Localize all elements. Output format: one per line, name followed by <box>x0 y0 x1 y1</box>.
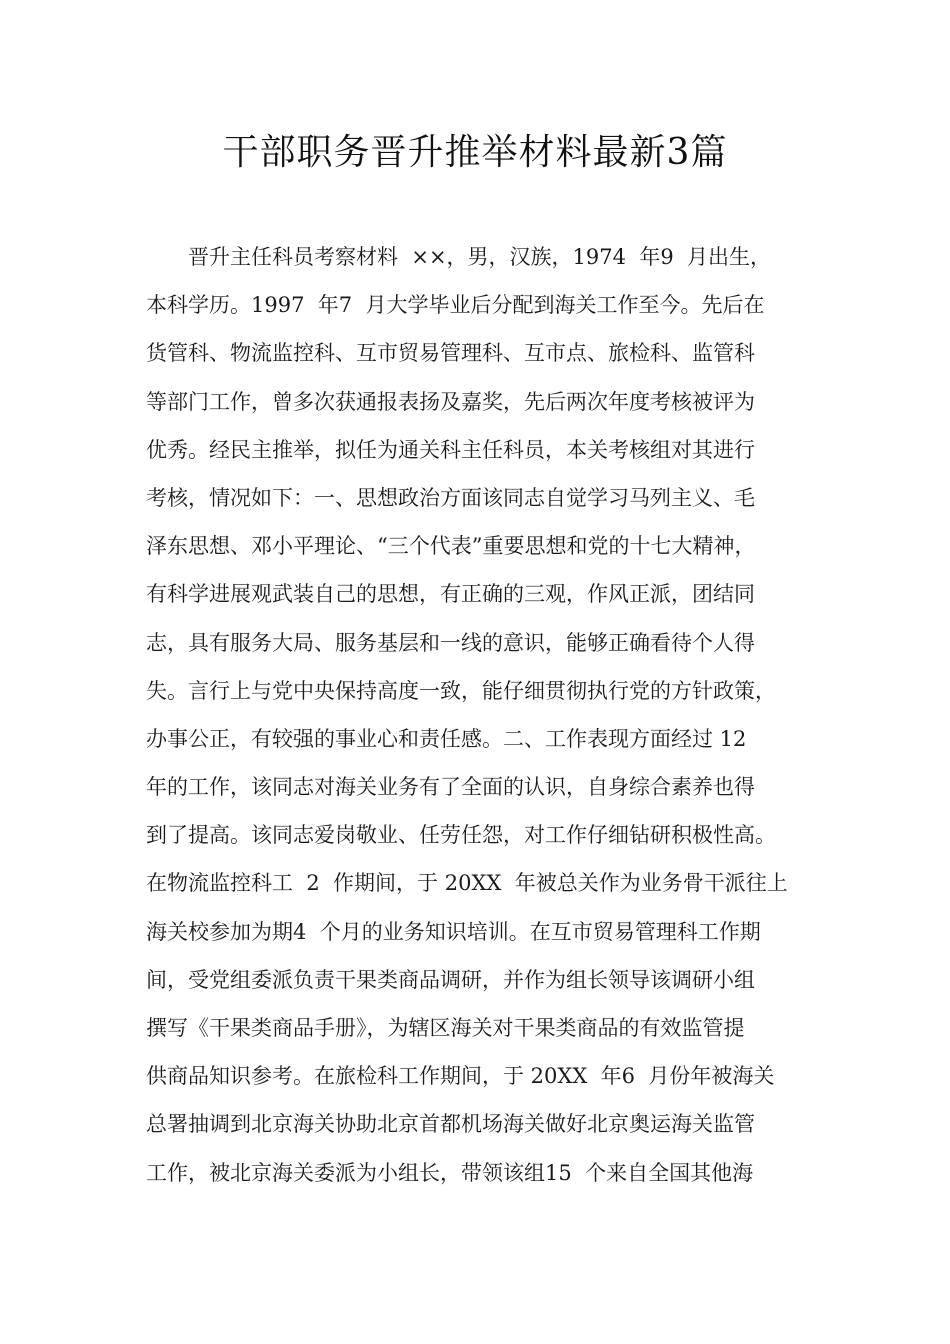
body-line: 海关校参加为期4 个月的业务知识培训。在互市贸易管理科工作期 <box>146 919 761 944</box>
body-line: 晋升主任科员考察材料 ××，男，汉族，1974 年9 月出生， <box>188 245 772 269</box>
body-line: 优秀。经民主推举，拟任为通关科主任科员，本关考核组对其进行 <box>146 437 755 462</box>
body-line: 在物流监控科工 2 作期间，于 20XX 年被总关作为业务骨干派往上 <box>146 871 788 896</box>
body-line: 总署抽调到北京海关协助北京首都机场海关做好北京奥运海关监管 <box>146 1112 755 1137</box>
body-line: 有科学进展观武装自己的思想，有正确的三观，作风正派，团结同 <box>146 582 755 607</box>
body-line: 年的工作，该同志对海关业务有了全面的认识，自身综合素养也得 <box>146 775 755 800</box>
document-body <box>146 233 826 1197</box>
body-line: 到了提高。该同志爱岗敬业、任劳任怨，对工作仔细钻研积极性高。 <box>146 823 776 848</box>
body-line: 办事公正，有较强的事业心和责任感。二、工作表现方面经过 12 <box>146 726 747 751</box>
body-line: 间，受党组委派负责干果类商品调研，并作为组长领导该调研小组 <box>146 967 755 992</box>
body-line: 撰写《干果类商品手册》，为辖区海关对干果类商品的有效监管提 <box>146 1016 745 1040</box>
body-line: 泽东思想、邓小平理论、“三个代表”重要思想和党的十七大精神， <box>146 534 756 559</box>
body-line: 本科学历。1997 年7 月大学毕业后分配到海关工作至今。先后在 <box>146 293 765 318</box>
body-line: 失。言行上与党中央保持高度一致，能仔细贯彻执行党的方针政策， <box>146 678 776 703</box>
body-line: 供商品知识参考。在旅检科工作期间，于 20XX 年6 月份年被海关 <box>146 1064 775 1089</box>
body-line: 考核，情况如下：一、思想政治方面该同志自觉学习马列主义、毛 <box>146 485 755 510</box>
document-title: 干部职务晋升推举材料最新3篇 <box>222 132 728 173</box>
body-line: 货管科、物流监控科、互市贸易管理科、互市点、旅检科、监管科 <box>146 341 755 366</box>
body-line: 等部门工作，曾多次获通报表扬及嘉奖，先后两次年度考核被评为 <box>146 389 755 414</box>
body-line: 工作，被北京海关委派为小组长，带领该组15 个来自全国其他海 <box>146 1160 754 1185</box>
body-line: 志，具有服务大局、服务基层和一线的意识，能够正确看待个人得 <box>146 630 755 655</box>
